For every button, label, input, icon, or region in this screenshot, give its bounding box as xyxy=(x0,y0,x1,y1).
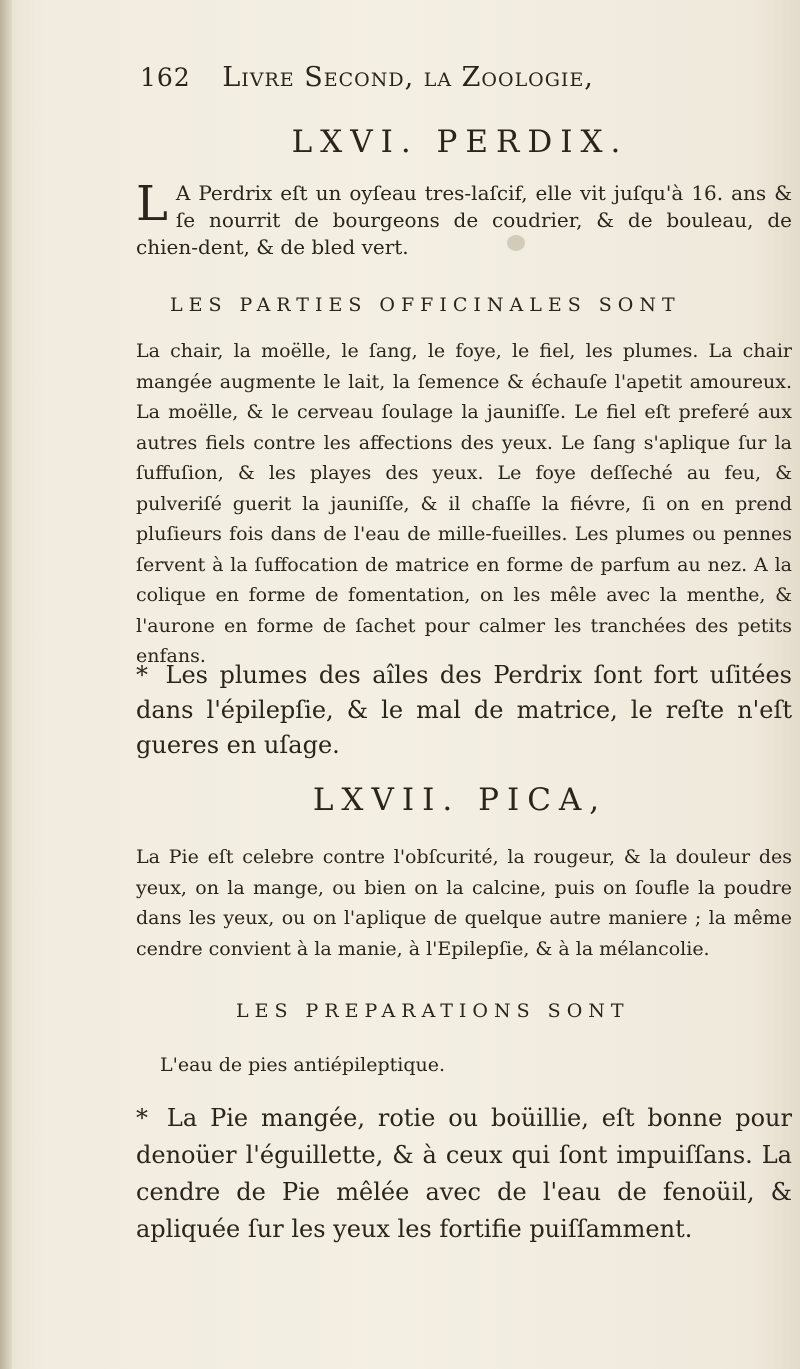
perdix-intro-text: A Perdrix eſt un oyſeau tres-laſcif, elle vit juſqu'à 16. ans & ſe nourrit de bourgeons de coudrier, & de bouleau, de chien-dent, & de bled vert. xyxy=(136,181,792,259)
page-gutter xyxy=(0,0,12,1369)
pica-intro: La Pie eſt celebre contre l'obſcurité, la rougeur, & la douleur des yeux, on la mange, ou bien on la calcine, puis on ſoufle la poudre dans les yeux, ou on l'aplique de quelque autre maniere ; la même cendre convient à la manie, à l'Epilepſie, & à la mélancolie. xyxy=(136,846,792,960)
asterisk-marker: * xyxy=(136,1104,148,1132)
ink-blot xyxy=(507,235,525,251)
page-number: 162 xyxy=(140,63,191,92)
pica-preparation: L'eau de pies antiépileptique. xyxy=(160,1054,446,1076)
drop-cap: L xyxy=(136,176,168,232)
perdix-officinal-text: La chair, la moëlle, le ſang, le foye, le fiel, les plumes. La chair mangée augmente le lait, la ſemence & échauſe l'apetit amoureux. La moëlle, & le cerveau ſoulage la jauniſſe. Le fiel eſt preferé aux autres fiels contre les affections des yeux. Le ſang s'aplique ſur la ſuffuſion, & les playes des yeux. Le foye deſſeché au feu, & pulveriſé guerit la jauniſſe, & il chaſſe la fiévre, ſi on en prend pluſieurs fois dans de l'eau de mille-fueilles. Les plumes ou pennes ſervent à la ſuffocation de matrice en forme de parfum au nez. A la colique en forme de fomentation, on les mêle avec la menthe, & l'aurone en forme de ſachet pour calmer les tranchées des petits enfans. xyxy=(136,340,792,667)
pica-note-text: La Pie mangée, rotie ou boüillie, eſt bonne pour denoüer l'éguillette, & à ceux qui ſont impuiſſans. La cendre de Pie mêlée avec de l'eau de fenoüil, & apliquée ſur les yeux les fortifie puiſſamment. xyxy=(136,1104,792,1243)
perdix-note-text: Les plumes des aîles des Perdrix ſont fort uſitées dans l'épilepſie, & le mal de matrice, le reſte n'eſt gueres en uſage. xyxy=(136,661,792,759)
section-title-pica: LXVII. PICA, xyxy=(312,782,608,818)
asterisk-marker: * xyxy=(136,661,148,689)
section-title-perdix: LXVI. PERDIX. xyxy=(291,124,629,160)
running-title: Livre Second, la Zoologie, xyxy=(222,62,594,93)
pica-note xyxy=(136,1100,792,1248)
preparations-subheading: LES PREPARATIONS SONT xyxy=(236,1000,630,1022)
officinal-subheading: LES PARTIES OFFICINALES SONT xyxy=(170,294,681,316)
perdix-intro xyxy=(136,176,792,261)
perdix-note xyxy=(136,658,792,763)
running-header xyxy=(140,62,780,93)
